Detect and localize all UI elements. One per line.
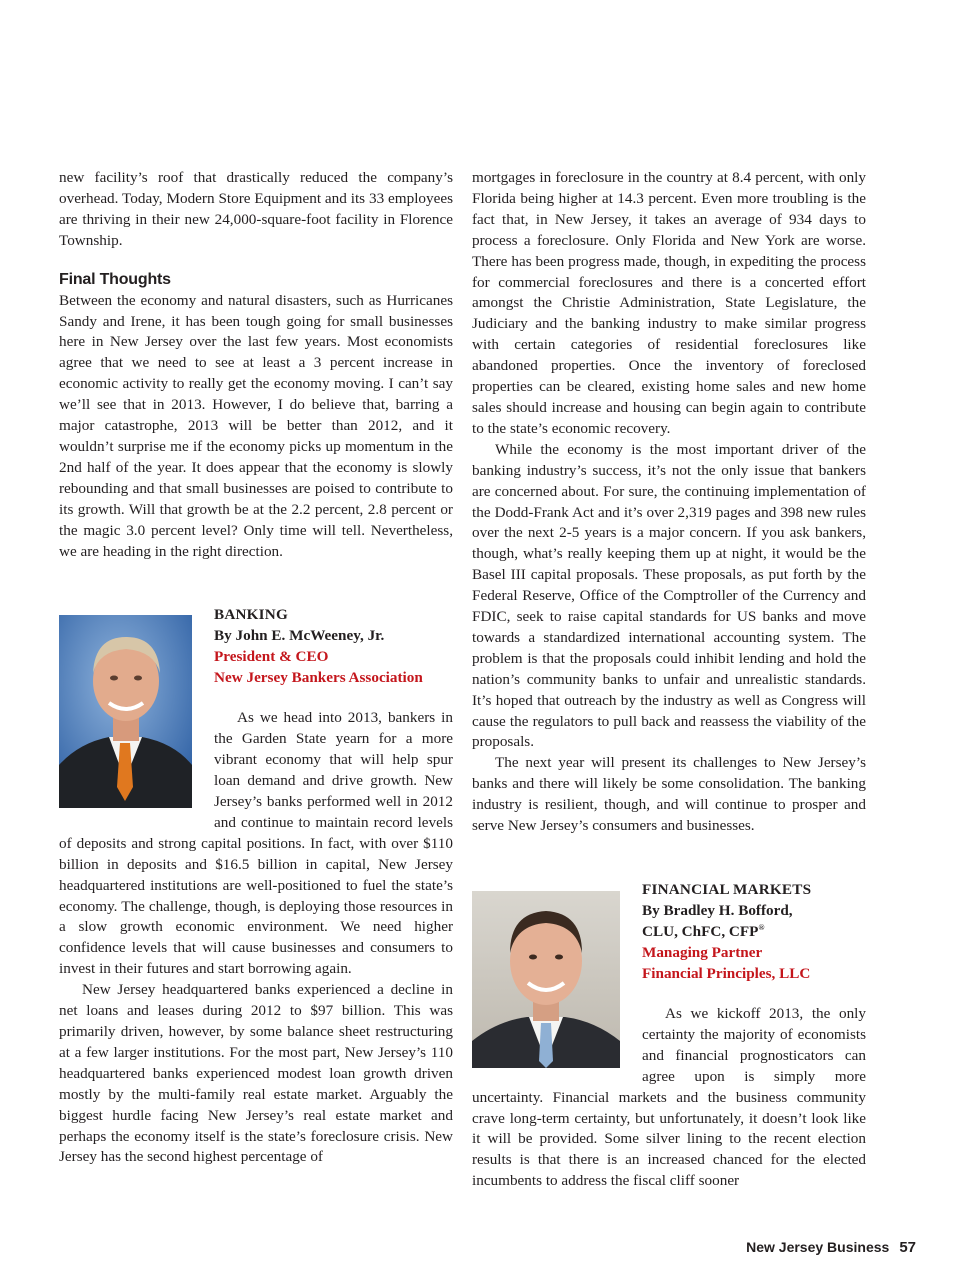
author-name: By John E. McWeeney, Jr. [214, 627, 385, 645]
registered-mark: ® [758, 922, 765, 932]
publication-name: New Jersey Business [746, 1239, 890, 1255]
portrait-image [59, 615, 192, 808]
right-column [472, 168, 866, 1192]
category-label: FINANCIAL MARKETS [642, 881, 812, 898]
author-title: Managing Partner [642, 944, 763, 961]
economy-paragraph: While the economy is the most important driver of the banking industry’s success, it’s not the only issue that bankers are concerned about. For sure, the continuing implementation of the Dodd-Frank Act and it’s over 2,319 pages and 398 new rules over the next 2-5 years is a major concern. If you ask bankers, though, what’s really keeping them up at night, it would be the Basel III capital proposals. These proposals, as put forth by the Federal Reserve, Office of the Comptroller of the Currency and FDIC, seek to raise capital standards for US banks and move towards a standardized international accounting system. The problem is that the proposals could inhibit lending and hold the nation’s community banks to unfair and unrealistic standards. It’s hoped that outreach by the industry as well as Congress will cause the regulators to pull back and reassess the viability of the proposals. [472, 440, 866, 751]
author-credentials: CLU, ChFC, CFP® [642, 922, 765, 940]
author-photo-mcweeney [59, 615, 192, 808]
author-photo-bofford [472, 891, 620, 1068]
final-thoughts-paragraph: Between the economy and natural disasters, such as Hurricanes Sandy and Irene, it has been tough going for small businesses here in New Jersey over the last few years. Most economists agree that we need to see at least a 3 percent increase in economic activity to really get the economy moving. I can’t say we’ll see that in 2013. However, I do believe that, barring a major catastrophe, 2013 will be better than 2012, and it wouldn’t surprise me if the economy picks up momentum in the 2nd half of the year. It does appear that the economy is slowly rebounding and that small businesses are poised to contribute to its growth. Will that growth be at the 2.2 percent, 2.8 percent or the magic 3.0 percent level? Only time will tell. Nevertheless, we are heading in the right direction. [59, 291, 453, 560]
banking-paragraph-1: As we head into 2013, bankers in the Garden State yearn for a more vibrant economy that will help spur loan demand and drive growth. New Jersey’s banks performed well in 2012 and continue to maintain record levels of deposits and strong capital positions. In fact, with over $110 billion in deposits and $16.5 billion in capital, New Jersey headquartered institutions are well-positioned to fuel the state’s economy. The challenge, though, is deploying those resources in a slow growth economic environment. We need higher confidence levels that will cause businesses and consumers to invest in their futures and start borrowing again. [59, 709, 453, 978]
foreclosure-paragraph: mortgages in foreclosure in the country at 8.4 percent, with only Florida being higher at 14.3 percent. Even more troubling is the fact that, in New Jersey, it takes an average of 934 days to process a foreclosure. Only Florida and New York are worse. There has been progress made, though, in expediting the process for commercial foreclosures and there is a concerted effort amongst the Christie Administration, State Legislature, the Judiciary and the banking industry to make similar progress with certain categories of residential foreclosures like abandoned properties. Once the inventory of foreclosed properties can be cleared, existing home sales and new home sales should increase and housing can begin again to contribute to the state’s economic recovery. [472, 169, 866, 437]
left-column [59, 168, 453, 1168]
page-footer [746, 1239, 916, 1256]
author-title: President & CEO [214, 648, 329, 666]
banking-paragraph-2: New Jersey headquartered banks experienced a decline in net loans and leases during 2012 to $97 billion. This was primarily driven, however, by some balance sheet restructuring at a few larger institutions. For the most part, New Jersey’s 110 headquartered banks experienced modest loan growth driven mostly by the multi-family real estate market. Arguably the biggest hurdle facing New Jersey’s real estate market and perhaps the economy itself is the state’s foreclosure crisis. New Jersey has the second highest percentage of [59, 981, 453, 1166]
page-number: 57 [899, 1239, 916, 1256]
intro-paragraph: new facility’s roof that drastically reduced the company’s overhead. Today, Modern Store Equipment and its 33 employees are thriving in their new 24,000-square-foot facility in Florence Township. [59, 169, 453, 249]
category-label: BANKING [214, 606, 288, 624]
financial-markets-section [472, 879, 866, 1192]
banking-section [59, 604, 453, 1168]
final-thoughts-heading: Final Thoughts [59, 270, 171, 288]
portrait-image [472, 891, 620, 1068]
author-organization: Financial Principles, LLC [642, 965, 811, 982]
financial-paragraph-1: As we kickoff 2013, the only certainty the majority of economists and financial prognosticators can agree upon is simply more uncertainty. Financial markets and the business community crave long-term certainty, but unfortunately, it doesn’t look like it will be provided. Some silver lining to the recent election results is that there is an increased chanced for the elected incumbents to address the fiscal cliff sooner [472, 1005, 866, 1190]
author-name: By Bradley H. Bofford, [642, 902, 793, 919]
next-year-paragraph: The next year will present its challenges to New Jersey’s banks and there will likely be some consolidation. The banking industry is resilient, though, and will continue to prosper and serve New Jersey’s consumers and businesses. [472, 754, 866, 835]
author-organization: New Jersey Bankers Association [214, 669, 423, 687]
